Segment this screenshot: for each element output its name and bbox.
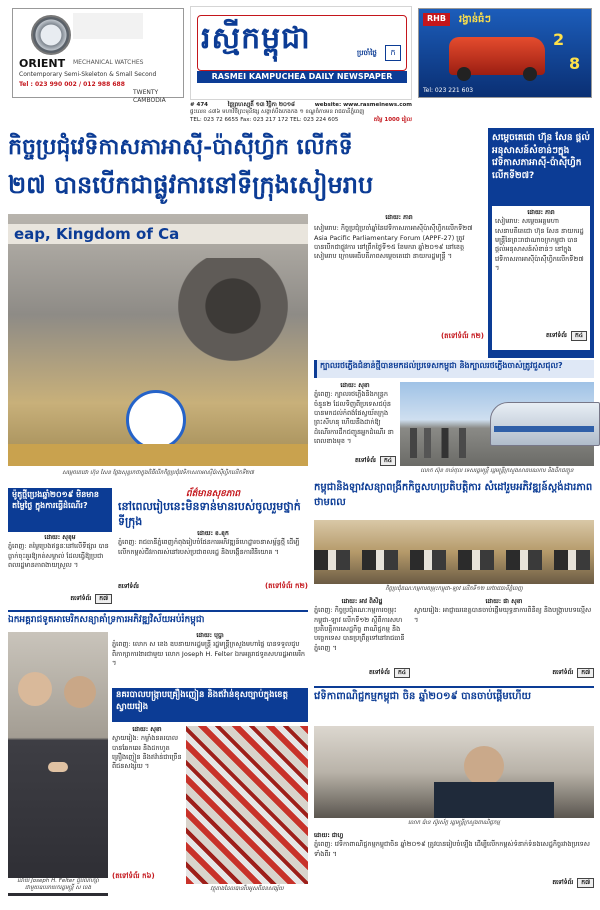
rail-photo[interactable] (400, 382, 594, 466)
usa-article (112, 632, 308, 684)
usa-caption-line2: ជាមួយឧបនាយករដ្ឋមន្ត្រី ស ខេង (24, 885, 92, 892)
usa-photo-caption (8, 878, 108, 893)
ford-prize-count-1: 2 (553, 30, 565, 49)
trade-headline[interactable] (314, 480, 594, 516)
oil-page-number[interactable]: ក៧ (95, 594, 112, 604)
trade-photo-caption: កិច្ចប្រជុំគណៈកម្មការចម្រុះកម្ពុជា-ឡាវ លើកទី១២ នៅរាជធានីភ្នំពេញ (385, 586, 523, 592)
ford-ad[interactable] (418, 8, 592, 98)
oil-page-label: តទៅទំព័រ (70, 595, 92, 603)
lead-headline[interactable] (8, 128, 484, 208)
seizure-article (112, 726, 182, 894)
price: តម្លៃ 1000 រៀល (373, 116, 412, 123)
lead-continue-link[interactable]: (តទៅទំព័រ ក២) (440, 332, 484, 341)
orient-brand-sub: MECHANICAL WATCHES (73, 59, 144, 66)
train-icon (490, 402, 600, 446)
oil-headline[interactable] (8, 488, 112, 532)
website-link[interactable]: website: www.rasmeinews.com (314, 102, 412, 108)
orient-partner: TWENTY CAMBODIA (133, 89, 166, 105)
lead-byline: ដោយ: ភារា (385, 214, 413, 221)
sidebar-story[interactable] (488, 128, 594, 358)
usa-photo[interactable] (8, 632, 108, 896)
trade-page-number[interactable]: ក៤ (394, 668, 410, 678)
trade-photo[interactable] (314, 520, 594, 584)
lead-photo[interactable] (8, 214, 308, 466)
forum-article (314, 832, 594, 896)
feature-logo: ព័ត៌មានសុខភាព (185, 489, 241, 499)
feature-body: ភ្នំពេញ: រាជធានីភ្នំពេញកំពុងរៀបចំផែនការអភិវឌ្ឍន៍ហេដ្ឋារចនាសម្ព័ន្ធថ្មី ដើម្បីលើកកម្ពស់ជីវភាពរស់នៅរបស់ប្រជាពលរដ្ឋ និងបង្កើនការវិនិយោគ ។ (118, 538, 300, 556)
ford-ad-badge: RHB (423, 13, 450, 26)
masthead-english-title: RASMEI KAMPUCHEA DAILY NEWSPAPER (197, 71, 407, 83)
masthead-infobar (190, 102, 412, 124)
trade-headline-text: កម្ពុជានិងឡាវសន្យាពង្រីកកិច្ចសហប្រតិបត្តិការ សំដៅរួមអភិវឌ្ឍន៍ស្តង់ដារភាពថាមពល (314, 482, 593, 508)
lead-body: សៀមរាប: កិច្ចប្រជុំប្រចាំឆ្នាំនៃវេទិកាសភាអាស៊ីប៉ាស៊ីហ្វិកលើកទី២៧ Asia Pacific Parliamentary Forum (APPF-27) ត្រូវបានបើកជាផ្លូវការ នៅព្រឹកថ្ងៃទី១៥ ខែមករា ឆ្នាំ២០១៩ នៅខេត្តសៀមរាប ក្រោមអធិបតីភាពសម្តេចតេជោ នាយករដ្ឋមន្ត្រី ។ (314, 224, 473, 261)
feature-continue-link[interactable]: (តទៅទំព័រ ក២) (264, 582, 308, 591)
police-body: ស្វាយរៀង: អាជ្ញាធរខេត្តបានចាប់ផ្តើមយុទ្ធនាការពិនិត្យ និងបង្ក្រាបបទល្មើស ។ (414, 606, 592, 624)
usa-body: ភ្នំពេញ: លោក ស ខេង ឧបនាយករដ្ឋមន្ត្រី រដ្ឋមន្ត្រីក្រសួងមហាផ្ទៃ បានទទួលជួបពិភាក្សាការងារជាមួយ លោក Joseph H. Felter ឯកអគ្គរាជទូតសហរដ្ឋអាមេរិក ។ (112, 640, 306, 667)
ford-prize-count-2: 8 (569, 54, 581, 73)
orient-tagline: Contemporary Semi-Skeleton & Small Second (19, 71, 157, 78)
forum-body: ភ្នំពេញ: វេទិកាពាណិជ្ជកម្មកម្ពុជាចិន ឆ្នាំ២០១៩ ត្រូវបានរៀបចំឡើង ដើម្បីលើកកម្ពស់ទំនាក់ទំនងសេដ្ឋកិច្ចរវាងប្រទេសទាំងពីរ ។ (314, 840, 590, 858)
police-article (414, 598, 594, 682)
issue-number: # 474 (190, 102, 209, 108)
rail-headline[interactable] (314, 360, 594, 378)
sidebar-page-number[interactable]: ក៤ (571, 331, 587, 341)
forum-byline: ដោយ: ជាហ្វ (314, 832, 344, 839)
trade-article (314, 598, 410, 682)
rail-page-label: តទៅទំព័រ (354, 457, 376, 465)
seizure-photo[interactable] (186, 726, 308, 884)
usa-caption-line1: ដោយ Joseph H. Felter ជួបពិភាក្សា (17, 878, 99, 884)
trade-body: ភ្នំពេញ: កិច្ចប្រជុំគណៈកម្មការចម្រុះកម្ពុជា-ឡាវ លើកទី១២ ស្តីពីការសហប្រតិបត្តិការសេដ្ឋកិច្ច ពាណិជ្ជកម្ម និងបច្ចេកទេស បានប្រព្រឹត្តទៅនៅរាជធានីភ្នំពេញ ។ (314, 606, 405, 652)
trade-page-label: តទៅទំព័រ (368, 669, 390, 677)
address: ផ្ទះលេខ ៤៧៦ មហាវិថីព្រះមុនីវង្ស សង្កាត់បឹងកេងកង ១ ខណ្ឌចំការមន រាជធានីភ្នំពេញ (190, 109, 365, 116)
forum-page-label: តទៅទំព័រ (552, 879, 574, 887)
lead-headline-line1: កិច្ចប្រជុំវេទិកាសភាអាស៊ី-ប៉ាស៊ីហ្វិក លើកទី (8, 134, 353, 160)
sidebar-body: សៀមរាប: សម្តេចអគ្គមហាសេនាបតីតេជោ ហ៊ុន សែន នាយករដ្ឋមន្ត្រីនៃព្រះរាជាណាចក្រកម្ពុជា បានផ្តល់អនុសាសន៍សំខាន់ៗ នៅក្នុងវេទិកាសភាអាស៊ីប៉ាស៊ីហ្វិកលើកទី២៧ ។ (495, 217, 584, 273)
feature-story[interactable] (118, 488, 308, 606)
forum-photo-caption: លោក ប៉ាន ស៊ូរស័ក្ត រដ្ឋមន្ត្រីក្រសួងពាណិជ្ជកម្ម (407, 820, 501, 826)
feature-byline: ដោយ: ខ.ខុក (197, 530, 229, 538)
masthead-emblem-icon: ក (385, 45, 401, 61)
usa-headline-text: ឯកអគ្គរាជទូតអាមេរិកសន្យាគាំទ្រការអភិវឌ្ឍវិស័យអប់រំកម្ពុជា (8, 615, 205, 625)
police-page-label: តទៅទំព័រ (552, 669, 574, 677)
sidebar-headline: សម្តេចតេជោ ហ៊ុន សែន ផ្តល់អនុសាសន៍សំខាន់ៗក្នុងវេទិកាសភាអាស៊ី-ប៉ាស៊ីហ្វិកលើកទី២៧? (492, 133, 590, 181)
orient-phone: Tel : 023 990 002 / 012 988 688 (19, 81, 125, 88)
usa-headline[interactable] (8, 610, 308, 628)
oil-headline-text: ម៉ូតូថ្មីប្រេងឆ្នាំ២០១៩ មិនមានតម្លៃថ្លៃ ក្នុងការធ្វើដំណើរ? (12, 490, 100, 510)
forum-page-number[interactable]: ក៧ (577, 878, 594, 888)
seizure-byline: ដោយ: សុខា (132, 726, 162, 733)
handshake-icon (48, 762, 68, 772)
seizure-headline[interactable] (112, 688, 308, 722)
lead-headline-line2: ២៧ បានបើកជាផ្លូវការនៅទីក្រុងសៀមរាប (8, 170, 374, 199)
orient-brand: ORIENT (19, 57, 66, 70)
masthead (190, 6, 412, 100)
rail-page-number[interactable]: ក៤ (380, 456, 396, 466)
rail-article (314, 382, 396, 466)
police-byline: ដោយ: ផា សុខា (485, 598, 523, 605)
orient-watch-ad[interactable] (12, 8, 184, 105)
rail-body: ភ្នំពេញ: ក្បាលរថភ្លើងនិងកន្ត្រកចំនួន២ ដែលទិញពីប្រទេសជប៉ុន បានមកដល់កំពង់ផែស្វយ័តក្រុងព្រះសីហនុ ហើយនឹងដាក់ឱ្យដំណើរការដឹកជញ្ជូនអ្នកដំណើរ នាពេលខាងមុខ ។ (314, 390, 394, 446)
seizure-continue-link[interactable]: (តទៅទំព័រ ក៦) (112, 872, 155, 881)
sidebar-byline: ដោយ: ភារា (527, 209, 555, 216)
watch-icon (31, 15, 71, 55)
seizure-headline-text: នគរបាលបង្ក្រាបគ្រឿងញៀន និងឥវ៉ាន់ខុសច្បាប់ក្នុងខេត្តស្វាយរៀង (116, 690, 288, 712)
ford-ad-phone: Tel: 023 221 603 (423, 87, 474, 94)
ford-ad-headline: រង្វាន់ធំៗ (459, 14, 491, 25)
sidebar-page-label: តទៅទំព័រ (545, 332, 567, 340)
podium-emblem-icon (126, 390, 186, 450)
seizure-body: ស្វាយរៀង: កម្លាំងនគរបាលបានឆែកឆេរ និងដកហូតគ្រឿងញៀន និងឥវ៉ាន់ជាច្រើន ពីជនសង្ស័យ ។ (112, 734, 182, 771)
masthead-title: រស្មីកម្ពុជា (201, 21, 311, 56)
rail-photo-caption: លោក ស៊ុន ចាន់ថុល ទេសរដ្ឋមន្ត្រី រដ្ឋមន្ត្រីក្រសួងសាធារណការ និងដឹកជញ្ជូន (420, 468, 574, 474)
usa-byline: ដោយ: បុប្ផា (196, 632, 224, 639)
lead-article (314, 214, 484, 354)
rail-headline-text: ក្បាលរថភ្លើងជំនាន់ថ្មីបានមកដល់ប្រទេសកម្ពុជា និងក្បាលរថភ្លើងចាស់ត្រូវជួសជុល? (320, 361, 563, 370)
masthead-title-suffix: ប្រចាំថ្ងៃ (357, 49, 377, 57)
feature-headline: នៅពេលរៀបនេះមិនទាន់មានរបស់ចូលរួមថ្នាក់ទីក្រុង (118, 500, 301, 528)
lead-photo-caption: សម្តេចតេជោ ហ៊ុន សែន ថ្លែងសុន្ទរកថាក្នុងពិធីបើកកិច្ចប្រជុំវេទិកាសភាអាស៊ីប៉ាស៊ីហ្វិកលើកទី២៧ (62, 470, 254, 476)
issue-date: ថ្ងៃព្រហស្បតិ៍ ១៣ វិច្ឆិកា ២០១៨ (227, 102, 295, 108)
phone-numbers: TEL: 023 72 6655 Fax: 023 217 172 TEL: 023 224 605 (190, 116, 339, 123)
seizure-photo-caption: វត្ថុតាងដែលបានរឹបអូសពីជនសង្ស័យ (210, 886, 284, 892)
forum-headline[interactable] (314, 686, 594, 722)
trade-byline: ដោយ: អាវ ពិសិដ្ឋ (341, 598, 383, 605)
feature-page-label: តទៅទំព័រ (118, 582, 139, 590)
oil-article (8, 534, 112, 606)
rail-byline: ដោយ: សុខា (340, 382, 370, 389)
police-page-number[interactable]: ក៧ (577, 668, 594, 678)
stage-banner: eap, Kingdom of Ca (8, 224, 308, 244)
forum-photo[interactable] (314, 726, 594, 818)
oil-byline: ដោយ: សុខុម (44, 534, 76, 541)
oil-body: ភ្នំពេញ: តម្លៃប្រេងឥន្ធនៈនៅលើទីផ្សារ បានធ្លាក់ចុះគួរឱ្យកត់សម្គាល់ ដែលធ្វើឱ្យប្រជាពលរដ្ឋមានភាពងាយស្រួល ។ (8, 542, 109, 569)
forum-headline-text: វេទិកាពាណិជ្ជកម្មកម្ពុជា ចិន ឆ្នាំ២០១៩ បានចាប់ផ្តើមហើយ (314, 691, 531, 702)
